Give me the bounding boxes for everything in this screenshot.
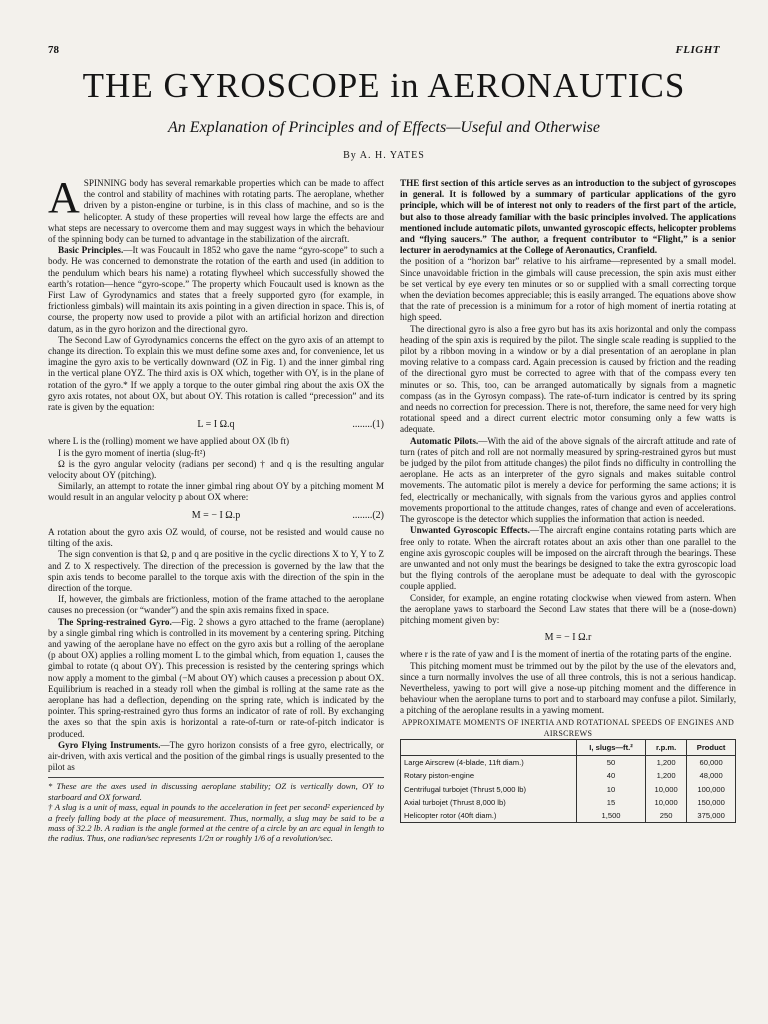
- right-column: [400, 178, 736, 998]
- page-number: 78: [48, 44, 59, 56]
- section-heading: Automatic Pilots.: [410, 435, 479, 446]
- paragraph: Similarly, an attempt to rotate the inner gimbal ring about OY by a pitching moment M would result in an angular velocity p about OX where:: [48, 481, 384, 503]
- table-header-row: [401, 739, 736, 755]
- table-cell: 1,200: [645, 756, 686, 770]
- table-cell: 250: [645, 809, 686, 823]
- table-cell: Large Airscrew (4-blade, 11ft diam.): [401, 756, 577, 770]
- table-header-cell: [401, 739, 577, 755]
- paragraph: [400, 525, 736, 592]
- paragraph: the position of a “horizon bar” relative to his airframe—represented by a small model. Since unavoidable friction in the gimbals will cause precession, the spin axis must either be set vertical by eye every ten minutes or so or supplied with a small correcting torque when the deviation becomes appreciable; this is easily arranged. The equations above show that the rate of precession is a minimum for a rotor of high moment of inertia rotating at high speed.: [400, 256, 736, 323]
- table-cell: 10: [577, 783, 646, 796]
- byline: By A. H. YATES: [343, 150, 425, 161]
- table-cell: 48,000: [687, 769, 736, 782]
- magazine-name: FLIGHT: [675, 44, 720, 56]
- paragraph-text: —The gyro horizon consists of a free gyro, electrically, or air-driven, with axis vertical and the position of the gimbal rings is usually presented to the pilot as: [48, 739, 384, 773]
- paragraph-text: —It was Foucault in 1852 who gave the name “gyro-scope” to such a body. He was concerned to demonstrate the rotation of the earth and used (in addition to the pendulum which bears his name) a rotating flywheel which successfully showed the earth’s rotation—hence “gyro-scope.” The property which Foucault used is known as the First Law of Gyrodynamics and states that a freely supported gyro (for example, in frictionless gimbals) will maintain its axis pointing in a given direction in space. This is, of course, the property now used to provide a pilot with an artificial horizon and direction datum, as in the gyro horizon and the directional gyro.: [48, 245, 384, 334]
- table-header-cell: r.p.m.: [645, 739, 686, 755]
- paragraph: [48, 740, 384, 774]
- equation-text: L = I Ω.q: [197, 419, 235, 431]
- table-row: [401, 796, 736, 809]
- table-cell: 50: [577, 756, 646, 770]
- equation-text: M = − I Ω.r: [544, 632, 592, 644]
- section-heading: Unwanted Gyroscopic Effects.: [410, 525, 530, 536]
- footnote: † A slug is a unit of mass, equal in pounds to the acceleration in feet per second² experienced by a freely falling body at the place of measurement. Thus, normally, a slug may be said to be a mass of 32.2 lb. A radian is the angle formed at the centre of a circle by an arc equal in length to the radius. Thus, one radian/sec represents 1/2π or roughly 1/6 of a revolution/sec.: [48, 802, 384, 844]
- table-cell: 1,200: [645, 769, 686, 782]
- table-cell: 15: [577, 796, 646, 809]
- paragraph-text: —With the aid of the above signals of the aircraft attitude and rate of turn (rates of pitch and roll are not normally measured by spring-restrained gyros but must be judged by the pilot from attitude changes) the pilot finds no difficulty in controlling the aeroplane. He acts as an interpreter of the gyro signals and makes suitable control movements. The automatic pilot is merely a device for performing the same actions; it is fed, electrically or mechanically, with signals from the various gyros and applies control movements proportional to the attitude changes, rates of change and even of accelerations. The gyroscope is the detector which supplies the information that action is needed.: [400, 435, 736, 525]
- paragraph: Ω is the gyro angular velocity (radians per second) † and q is the resulting angular velocity about OY (pitching).: [48, 458, 384, 481]
- paragraph: This pitching moment must be trimmed out by the pilot by the use of the elevators and, since a turn normally involves the use of all three controls, this is not a serious handicap. Nevertheless, yawing to port will give a nose-up pitching moment and the difference in behaviour when the aeroplane turns to port and to starboard may confuse a pilot. Similarly, a pitching of the aeroplane results in a yawing moment.: [400, 660, 736, 716]
- section-heading: Gyro Flying Instruments.: [58, 739, 161, 750]
- table-cell: 10,000: [645, 796, 686, 809]
- paragraph-text: —Fig. 2 shows a gyro attached to the frame (aeroplane) by a single gimbal ring which is controlled in its movement by a centering spring. Pitching and yawing of the aeroplane have no effect on the gyro axis but a rolling of the aeroplane (p about OX) applies a rolling moment L to the gimbal which, from equation 1, causes the gimbal to rotate (q about OY). This precession is resisted by the centering springs which now apply a moment to the gimbal (−M about OY) which causes a precession p about OX. Equilibrium is reached in a steady roll when the gimbal is rolling at the same rate as the aeroplane has had a deflection, depending on the spring rate, which is indicated by the pointer. This spring-restrained gyro thus forms an indicator of rate of roll. By exchanging the axes so that the spin axis is horizontal a rate-of-turn or rate-of-pitch indicator is produced.: [48, 616, 384, 739]
- table-cell: 60,000: [687, 756, 736, 770]
- section-heading: Basic Principles.: [58, 245, 124, 256]
- table-cell: Helicopter rotor (40ft diam.): [401, 809, 577, 823]
- section-heading: The Spring-restrained Gyro.: [58, 616, 172, 627]
- table-row: [401, 769, 736, 782]
- table-cell: 40: [577, 769, 646, 782]
- paragraph: Consider, for example, an engine rotating clockwise when viewed from astern. When the aeroplane yaws to starboard the Second Law states that there will be a (nose-down) pitching moment given by:: [400, 592, 736, 625]
- paragraph: The sign convention is that Ω, p and q are positive in the cyclic directions X to Y, Y to Z and Z to X respectively. The direction of the precession is governed by the law that the spin axis tends to become parallel to the torque axis with the direction of the spin in the direction of the torque.: [48, 549, 384, 593]
- paragraph: The Second Law of Gyrodynamics concerns the effect on the gyro axis of an attempt to change its direction. To explain this we must define some axes and, for convenience, let us imagine the gyro axis to be vertically downward (OZ in Fig. 1) and the inner gimbal ring in the vertical plane OYZ. The third axis is OX which, together with OY, is in the plane of rotation of the gyro.* If we apply a torque to the outer gimbal ring about the axis OX the gyro axis rotates, not about OX, but about OY. This rotation is called “precession” and its rate is given by the equation:: [48, 334, 384, 413]
- table-cell: 1,500: [577, 809, 646, 823]
- equation-3: [400, 632, 736, 643]
- paragraph: where L is the (rolling) moment we have applied about OX (lb ft): [48, 436, 290, 447]
- paragraph: A rotation about the gyro axis OZ would, of course, not be resisted and would cause no tilting of the axis.: [48, 526, 384, 549]
- footnote: * These are the axes used in discussing aeroplane stability; OZ is vertically down, OY to starboard and OX forward.: [48, 781, 384, 802]
- table-header-cell: Product: [687, 739, 736, 755]
- table-row: [401, 756, 736, 770]
- left-column: [48, 178, 384, 998]
- table-row: [401, 783, 736, 796]
- table-cell: 150,000: [687, 796, 736, 809]
- table-cell: 100,000: [687, 783, 736, 796]
- table-header-cell: I, slugs—ft.²: [577, 739, 646, 755]
- running-header: [48, 44, 720, 62]
- paragraph: [48, 245, 384, 335]
- opening-text: SPINNING body has several remarkable properties which can be made to affect the control and stability of machines with rotating parts. The aeroplane, whether driven by a piston-engine or turbine, is in this class of machine, and so is the helicopter. A study of these properties will reveal how large the effects are and what steps are necessary to overcome them and may suggest ways in which the behaviour of the spinning body can be turned to advantage in the stabilization of the aircraft.: [48, 178, 384, 245]
- paragraph-text: —The aircraft engine contains rotating parts which are free only to rotate. When the aircraft rotates about an axis other than one parallel to the engine axis gyroscopic couples will be imposed on the aircraft through the bearings. These are unwanted and not only must the bearings be designed to take the extra gyroscopic load but the flying controls of the aeroplane must be adequate to deal with the gyroscopic couple applied.: [400, 525, 736, 592]
- table-cell: 10,000: [645, 783, 686, 796]
- equation-number: ........(1): [352, 419, 384, 431]
- paragraph: where r is the rate of yaw and I is the moment of inertia of the rotating parts of the engine.: [400, 649, 732, 660]
- opening-paragraph: [48, 178, 384, 245]
- table-cell: Axial turbojet (Thrust 8,000 lb): [401, 796, 577, 809]
- equation-1: [48, 419, 384, 430]
- table-cell: Centrifugal turbojet (Thrust 5,000 lb): [401, 783, 577, 796]
- paragraph: [48, 617, 384, 740]
- inertia-table: [400, 739, 736, 823]
- drop-cap: A: [48, 178, 80, 222]
- table-cell: 375,000: [687, 809, 736, 823]
- footnotes: [48, 777, 384, 843]
- paragraph: The directional gyro is also a free gyro but has its axis horizontal and only the compass heading of the spin axis is required by the pilot. The single scale reading is supplied to the pilot by a ribbon moving in a window or by a dial presentation of an aeroplane in plan moving relative to a compass card. Again precession is caused by friction and the reading of the directional gyro must be corrected to agree with that of the compass every ten minutes or so. This, too, can be arranged automatically by signals from a magnetic compass (as in the Gyrosyn compass). The rate-of-turn indicator is centred by its spring and needs no correction for precession. There is not, therefore, the same need for very high rotational speed and a direct current electric motor consuming only a few watts is adequate.: [400, 323, 736, 435]
- article-title: THE GYROSCOPE in AERONAUTICS: [82, 66, 686, 105]
- paragraph: If, however, the gimbals are frictionless, motion of the frame attached to the aeroplane causes no precession (or “wander”) and the spin axis remains fixed in space.: [48, 594, 384, 616]
- equation-text: M = − I Ω.p: [191, 509, 241, 521]
- equation-2: [48, 510, 384, 521]
- paragraph: I is the gyro moment of inertia (slug-ft²): [58, 447, 206, 458]
- article-intro: THE first section of this article serves as an introduction to the subject of gyroscopes in general. It is followed by a summary of particular applications of the gyro principle, which will be of interest not only to readers of the first part of the article, but also to those already familiar with the basic principles involved. The applications mentioned include automatic pilots, unwanted gyroscopic effects, helicopter problems and “flying saucers.” The author, a frequent contributor to “Flight,” is a senior lecturer in aerodynamics at the College of Aeronautics, Cranfield.: [400, 178, 736, 256]
- table-title: APPROXIMATE MOMENTS OF INERTIA AND ROTATIONAL SPEEDS OF ENGINES AND AIRSCREWS: [401, 717, 735, 738]
- table-cell: Rotary piston-engine: [401, 769, 577, 782]
- equation-number: ........(2): [352, 509, 384, 521]
- article-subtitle: An Explanation of Principles and of Effects—Useful and Otherwise: [168, 119, 600, 136]
- paragraph: [400, 436, 736, 526]
- table-row: [401, 809, 736, 823]
